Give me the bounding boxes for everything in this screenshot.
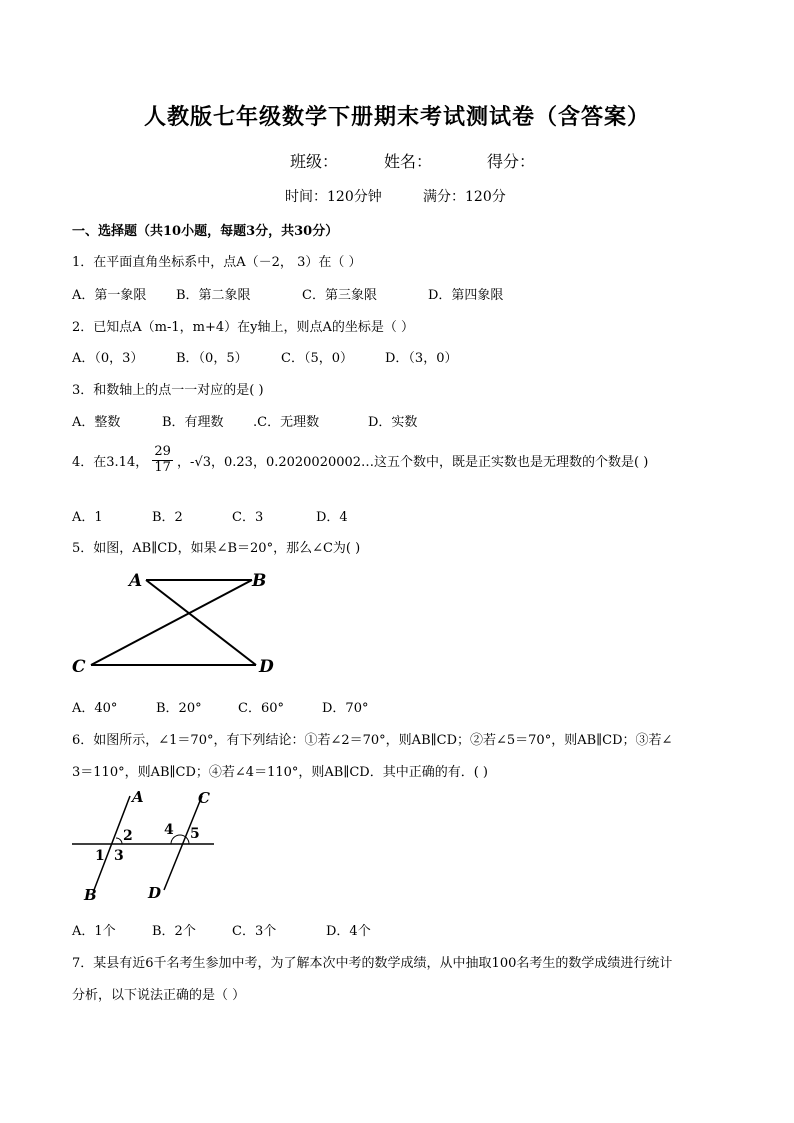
q3-option-c: .C．无理数 [253, 415, 320, 430]
q3-stem: 3．和数轴上的点一一对应的是( ) [72, 383, 264, 398]
angle-5-label: 5 [190, 826, 200, 842]
q6-stem-line1: 6．如图所示，∠1＝70°，有下列结论：①若∠2＝70°，则AB∥CD；②若∠5＝70°，则AB∥CD；③若∠ [72, 733, 673, 748]
q3-option-a: A．整数 [72, 415, 121, 430]
q5-option-c: C．60° [238, 701, 284, 716]
q7-stem-line1: 7．某县有近6千名考生参加中考，为了解本次中考的数学成绩，从中抽取100名考生的数学成绩进行统计 [72, 956, 673, 971]
q6-option-b: B．2个 [152, 924, 196, 939]
q4-stem [72, 445, 648, 476]
q1-option-a: A．第一象限 [72, 288, 147, 303]
q5-stem: 5．如图，AB∥CD，如果∠B＝20°，那么∠C为( ) [72, 541, 361, 556]
q5-option-d: D．70° [322, 701, 369, 716]
q1-option-b: B．第二象限 [176, 288, 251, 303]
q1-option-d: D．第四象限 [428, 288, 504, 303]
q3-option-d: D．实数 [368, 415, 418, 430]
section-heading: 一、选择题（共10小题，每题3分，共30分） [72, 224, 339, 239]
q4-option-c: C．3 [232, 510, 264, 525]
q5-option-b: B．20° [156, 701, 202, 716]
q5-figure [66, 566, 286, 682]
fraction-denominator: 17 [154, 459, 171, 475]
line-cd [164, 796, 202, 890]
q4-option-b: B．2 [152, 510, 183, 525]
label-c: C [198, 789, 210, 807]
q6-option-c: C．3个 [232, 924, 277, 939]
q4-stem-rest: ，-√3，0.23，0.2020020002…这五个数中，既是正实数也是无理数的个数是( ) [177, 454, 649, 470]
label-b: B [84, 886, 97, 904]
q5-option-a: A．40° [72, 701, 118, 716]
label-d: D [148, 884, 162, 902]
full-score: 满分：120分 [423, 189, 506, 205]
q2-option-a: A．（0，3） [72, 351, 144, 366]
q2-option-b: B．（0，5） [176, 351, 248, 366]
name-label: 姓名： [384, 152, 433, 171]
label-b: B [252, 571, 267, 591]
time-limit: 时间：120分钟 [285, 189, 382, 205]
label-c: C [72, 657, 86, 677]
q1-option-c: C．第三象限 [302, 288, 377, 303]
label-a: A [129, 571, 143, 591]
q2-option-c: C．（5，0） [281, 351, 353, 366]
q2-stem: 2．已知点A（m-1，m+4）在y轴上，则点A的坐标是（ ） [72, 320, 415, 335]
q6-stem-line2: 3＝110°，则AB∥CD；④若∠4＝110°，则AB∥CD．其中正确的有．( ) [72, 765, 488, 780]
segment-bc [91, 580, 252, 665]
angle-1-label-left: 1 [95, 848, 105, 864]
label-d: D [259, 657, 274, 677]
fraction-29-17 [152, 445, 173, 476]
q6-option-d: D．4个 [326, 924, 371, 939]
label-a: A [132, 788, 144, 806]
q1-stem: 1．在平面直角坐标系中，点A（－2， 3）在（ ） [72, 255, 362, 270]
page-title: 人教版七年级数学下册期末考试测试卷（含答案） [143, 105, 650, 130]
angle-4-label: 4 [164, 822, 174, 838]
class-label: 班级： [290, 152, 339, 171]
q4-option-a: A．1 [72, 510, 103, 525]
q4-option-d: D．4 [316, 510, 348, 525]
angle2-arc [116, 838, 122, 844]
q3-option-b: B．有理数 [162, 415, 224, 430]
angle-1-label: 2 [123, 828, 133, 844]
fraction-numerator: 29 [154, 444, 171, 459]
q6-figure [68, 786, 228, 906]
segment-ad [146, 580, 256, 665]
q4-stem-prefix: 4．在3.14， [72, 454, 149, 470]
angle-3-label: 3 [114, 848, 124, 864]
q7-stem-line2: 分析，以下说法正确的是（ ） [72, 988, 246, 1003]
q2-option-d: D．（3，0） [385, 351, 458, 366]
score-label: 得分： [487, 152, 536, 171]
q6-option-a: A．1个 [72, 924, 116, 939]
